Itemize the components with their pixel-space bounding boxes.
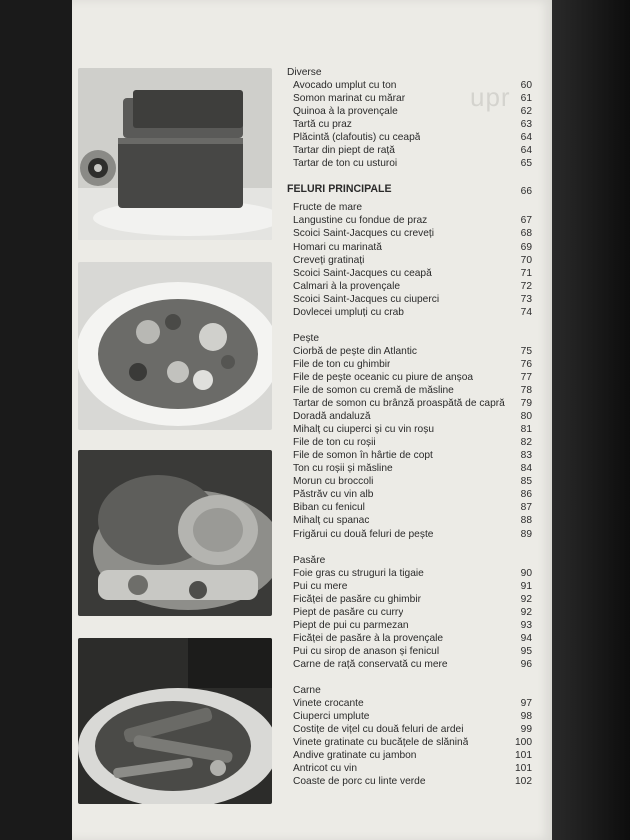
photo-meat-peppers	[78, 638, 272, 804]
toc-section-carne	[287, 684, 532, 788]
toc-entry: Mihalț cu spanac 88	[293, 515, 532, 527]
toc-entry: Tartar din piept de rață 64	[293, 145, 532, 157]
section-heading: Fructe de mare	[293, 202, 363, 214]
toc-entry: Doradă andaluză 80	[293, 411, 532, 423]
toc-entry: Piept de pui cu parmezan 93	[293, 619, 532, 631]
toc-section-pasare	[287, 554, 532, 671]
photo-roast-dish	[78, 450, 272, 616]
section-heading: Pasăre	[293, 554, 326, 566]
toc-entry: Langustine cu fondue de praz 67	[293, 215, 532, 227]
toc-entry: Pui cu mere 91	[293, 580, 532, 592]
toc-entry: Piept de pasăre cu curry 92	[293, 606, 532, 618]
toc-entry: Ciuperci umplute 98	[293, 711, 532, 723]
toc-entry: Scoici Saint-Jacques cu creveți 68	[293, 228, 532, 240]
toc-entry: Ciorbă de pește din Atlantic 75	[293, 345, 532, 357]
toc-entry: Păstrăv cu vin alb 86	[293, 489, 532, 501]
toc-entry: Avocado umplut cu ton 60	[293, 80, 532, 92]
toc-entry: Frigărui cu două feluri de pește 89	[293, 528, 532, 540]
toc-entry: File de pește oceanic cu piure de anșoa 77	[293, 371, 532, 383]
toc-entry: Scoici Saint-Jacques cu ceapă 71	[293, 267, 532, 279]
toc-entry: Pui cu sirop de anason și fenicul 95	[293, 645, 532, 657]
photo-terrine	[78, 68, 272, 240]
toc-entry: Tartar de ton cu usturoi 65	[293, 158, 532, 170]
toc-entry: Homari cu marinată 69	[293, 241, 532, 253]
toc-entry: Vinete gratinate cu bucățele de slănină 100	[293, 737, 532, 749]
toc-section-peste	[287, 332, 532, 541]
photo-seafood-plate	[78, 262, 272, 430]
toc-entry: Mihalț cu ciuperci și cu vin roșu 81	[293, 424, 532, 436]
toc-entry: Costițe de vițel cu două feluri de ardei 99	[293, 724, 532, 736]
toc-entry: Quinoa à la provençale 62	[293, 106, 532, 118]
toc-section-diverse	[287, 66, 532, 170]
toc-entry: Ficăței de pasăre cu ghimbir 92	[293, 593, 532, 605]
section-heading: Carne	[293, 684, 321, 696]
section-heading: Pește	[293, 332, 320, 344]
toc-entry: Biban cu fenicul 87	[293, 502, 532, 514]
toc-entry: Ficăței de pasăre à la provençale 94	[293, 632, 532, 644]
toc-entry: Andive gratinate cu jambon 101	[293, 750, 532, 762]
toc-entry: File de somon cu cremă de măsline 78	[293, 384, 532, 396]
toc-entry: Creveți gratinați 70	[293, 254, 532, 266]
chapter-heading: FELURI PRINCIPALE 66	[287, 183, 532, 198]
table-of-contents	[287, 66, 532, 801]
toc-entry: Scoici Saint-Jacques cu ciuperci 73	[293, 293, 532, 305]
toc-entry: Tartă cu praz 63	[293, 119, 532, 131]
toc-entry: Somon marinat cu mărar 61	[293, 93, 532, 105]
toc-entry: File de ton cu ghimbir 76	[293, 358, 532, 370]
toc-entry: Morun cu broccoli 85	[293, 476, 532, 488]
faded-background-letters: upr	[470, 82, 511, 112]
toc-entry: File de ton cu roșii 82	[293, 437, 532, 449]
toc-entry: File de somon în hârtie de copt 83	[293, 450, 532, 462]
toc-entry: Antricot cu vin 101	[293, 763, 532, 775]
toc-entry: Vinete crocante 97	[293, 698, 532, 710]
toc-entry: Foie gras cu struguri la tigaie 90	[293, 567, 532, 579]
book-spine	[552, 0, 630, 840]
toc-entry: Calmari à la provençale 72	[293, 280, 532, 292]
toc-entry: Ton cu roșii și măsline 84	[293, 463, 532, 475]
section-heading: Diverse	[287, 67, 322, 78]
toc-entry: Carne de rață conservată cu mere 96	[293, 658, 532, 670]
toc-entry: Plăcintă (clafoutis) cu ceapă 64	[293, 132, 532, 144]
toc-entry: Dovlecei umpluți cu crab 74	[293, 306, 532, 318]
toc-entry: Tartar de somon cu brânză proaspătă de capră 79	[293, 398, 532, 410]
toc-entry: Coaste de porc cu linte verde 102	[293, 776, 532, 788]
toc-section-fructe-de-mare	[287, 201, 532, 318]
